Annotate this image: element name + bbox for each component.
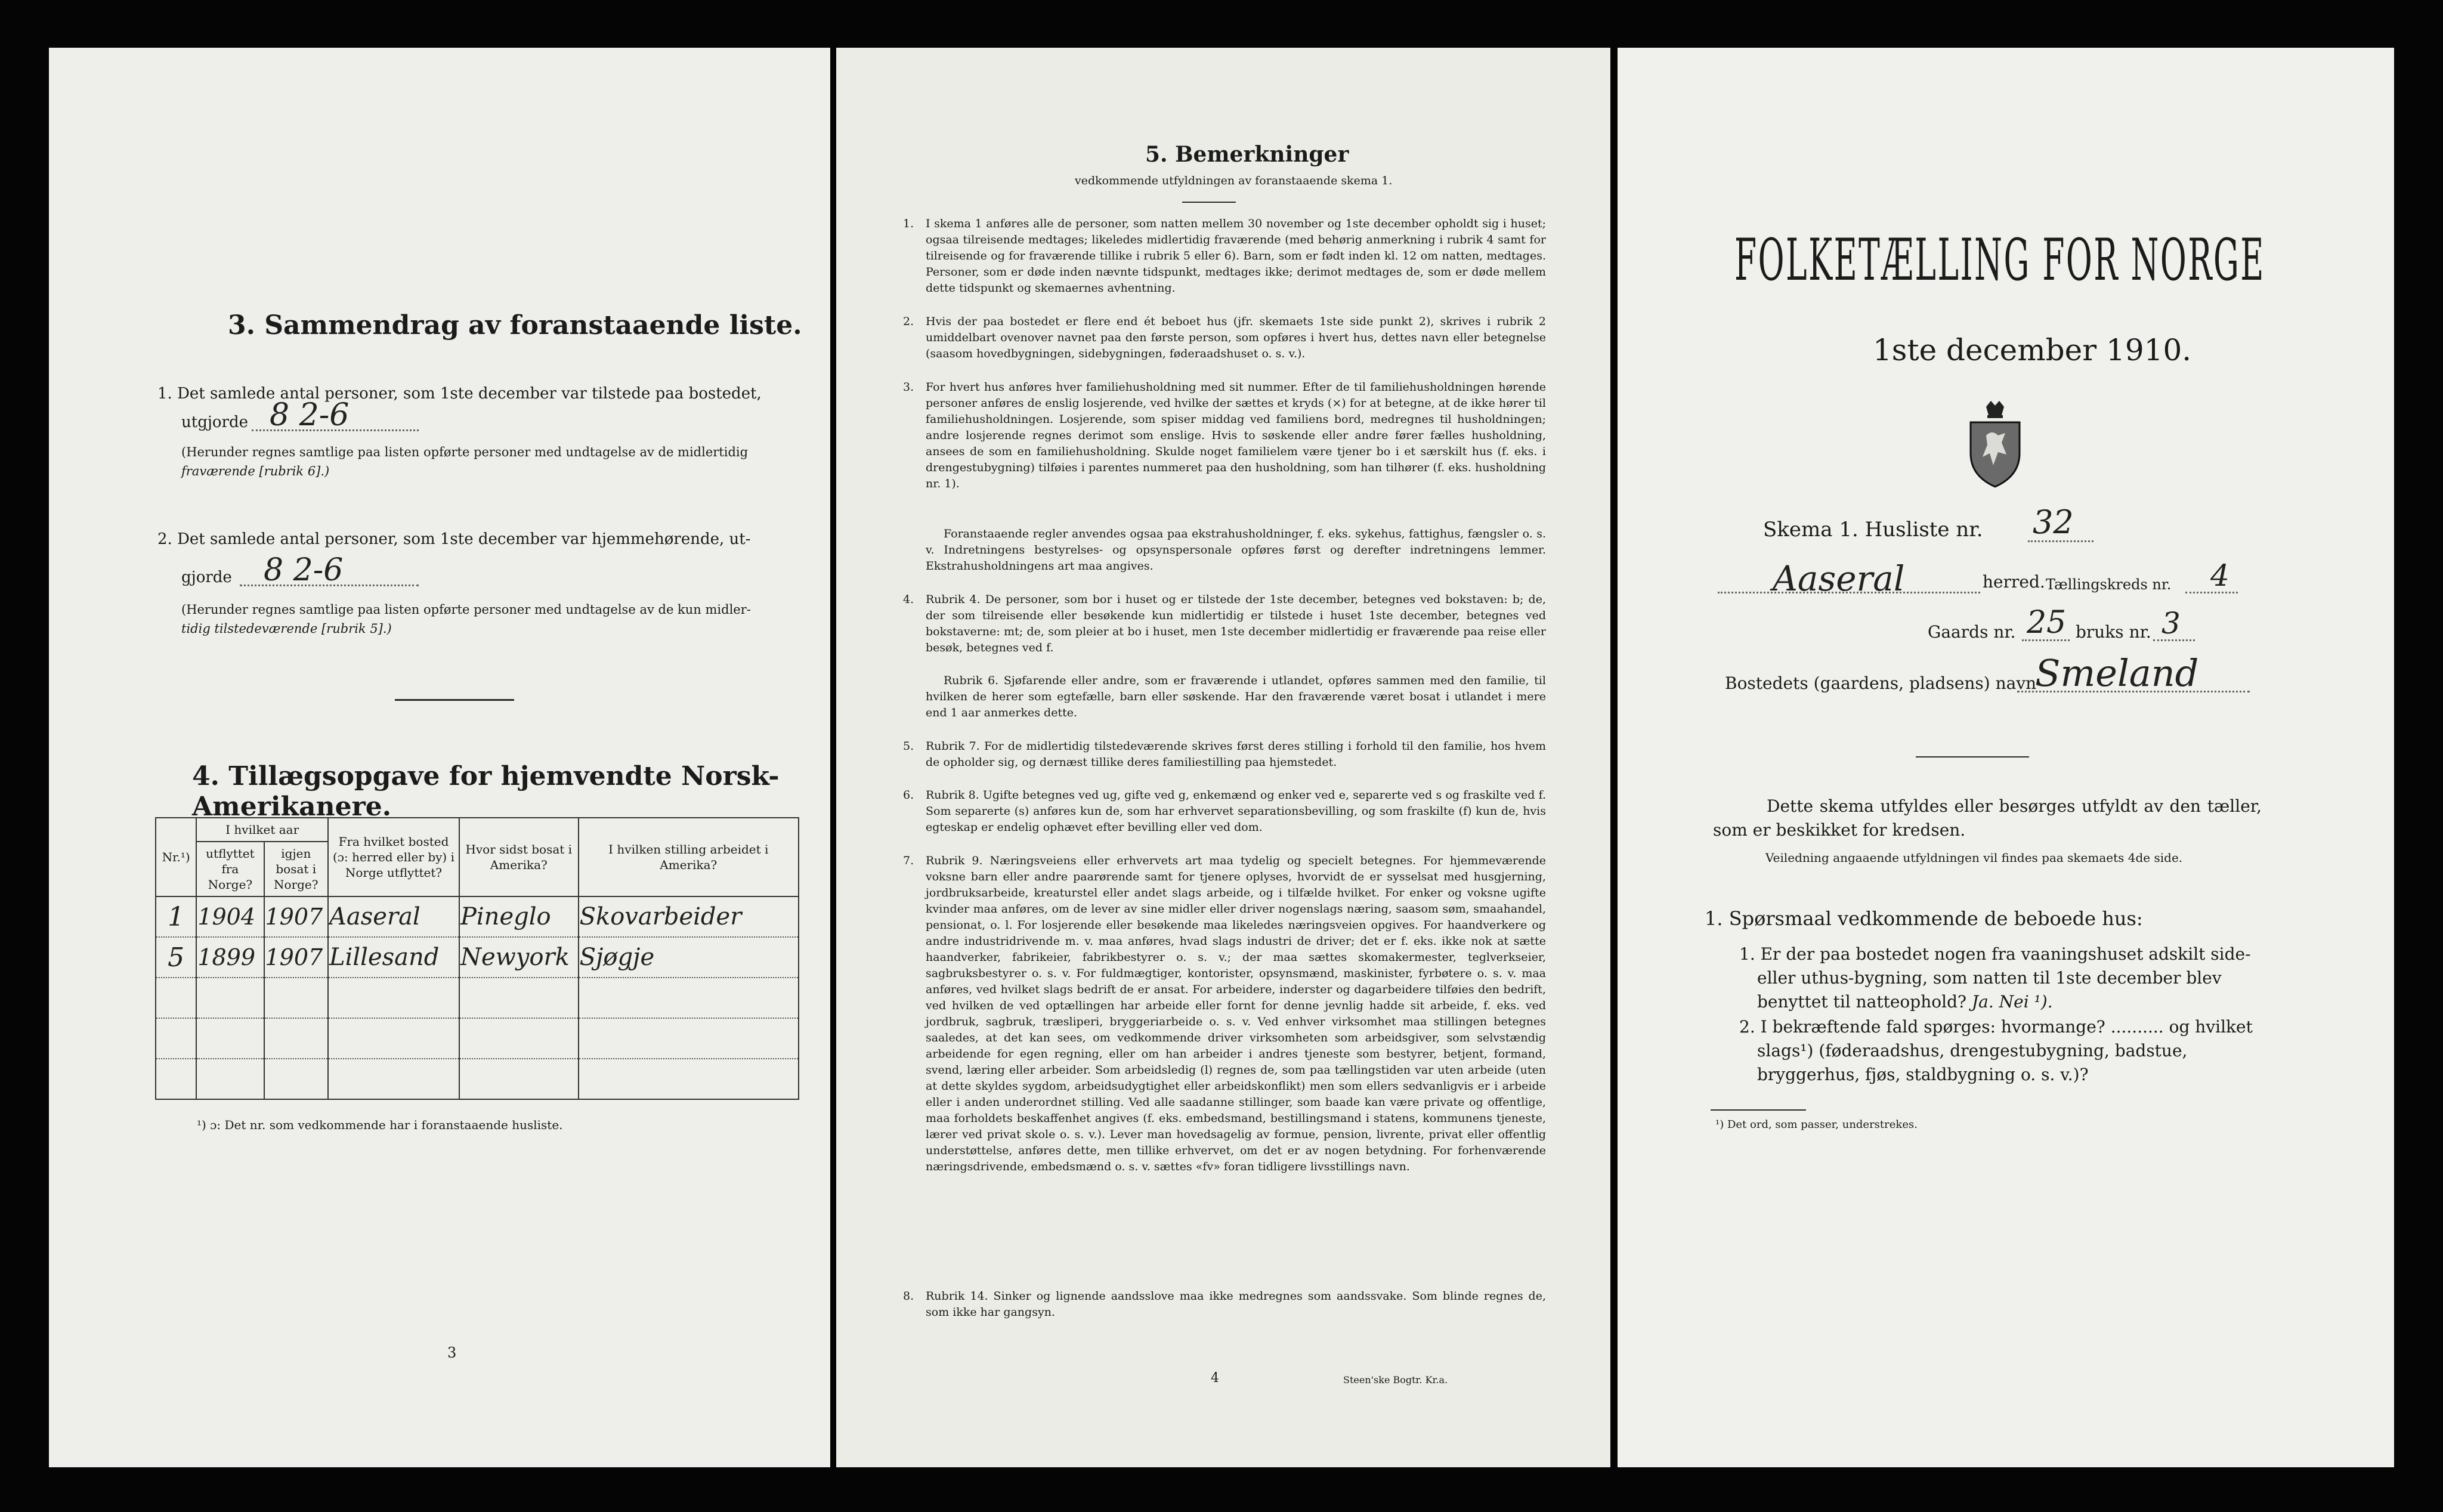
remark-3 <box>903 379 1546 492</box>
page-number: 4 <box>1211 1371 1219 1386</box>
husliste-number[interactable]: 32 <box>2033 503 2074 541</box>
cell-nr[interactable] <box>156 1059 196 1099</box>
cell-emigrated[interactable]: 1904 <box>196 896 264 937</box>
remark-7 <box>903 853 1546 1175</box>
bosted-value[interactable]: Smeland <box>2035 651 2199 695</box>
table-row <box>156 1018 799 1059</box>
remark-1 <box>903 216 1546 296</box>
cell-emigrated[interactable] <box>196 978 264 1018</box>
cell-returned[interactable] <box>264 978 329 1018</box>
col-emigrated: utflyttet fra Norge? <box>196 842 264 896</box>
remark-text: Rubrik 6. Sjøfarende eller andre, som er fraværende i utlandet, opføres sammen med den familie, til hvilken de herer som egtefælle, barn eller søskende. Har den fraværende været bosat i utlandet i mere end 1 aar anmerkes dette. <box>926 674 1546 719</box>
question-2: 2. I bekræftende fald spørges: hvormange? .......... og hvilket slags¹) (føderaadshus, drengestubygning, badstue, bryggerhus, fjøs, staldbygning o. s. v.)? <box>1739 1017 2253 1084</box>
table-row <box>156 896 799 937</box>
herred-label: herred. <box>1983 572 2045 592</box>
cell-position[interactable] <box>579 1059 799 1099</box>
cell-nr[interactable] <box>156 1018 196 1059</box>
schema-label: Skema 1. Husliste nr. <box>1763 518 1983 542</box>
item-1-note-2: fraværende [rubrik 6].) <box>181 464 330 478</box>
remark-number: 5. <box>903 740 914 753</box>
question-1-text: 1. Er der paa bostedet nogen fra vaaningshuset adskilt side- eller uthus-bygning, som natten til 1ste december blev benyttet til natteophold? <box>1739 944 2251 1012</box>
cell-position[interactable]: Skovarbeider <box>579 896 799 937</box>
remark-text: Rubrik 9. Næringsveiens eller erhvervets art maa tydelig og specielt betegnes. For hjemmeværende voksne barn eller andre paarørende samt for tjenere oplyses, hvorvidt de er sysselsat med husgjerning, jordbruksarbeide, kreaturstel eller andet slags arbeide, og i tilfælde hvilket. For enker og voksne ugifte kvinder maa anføres, om de lever av sine midler eller driver nogenslags næring, saasom søm, smaahandel, pensionat, o. l. For losjerende eller besøkende maa likeledes næringsveien opgives. For haandverkere og andre industridrivende m. v. maa anføres, hvad slags industri de driver; det er f. eks. ikke nok at sætte haandverker, fabrikeier, fabrikbestyrer o. s. v.; der maa sættes skomakermester, teglverkseier, sagbruksbestyrer o. s. v. For fuldmægtiger, kontorister, opsynsmænd, maskinister, fyrbøtere o. s. v. maa anføres, ved hvilket slags bedrift de er ansat. For arbeidere, inderster og dagarbeidere tilføies den bedrift, ved hvilken de ved optællingen har arbeide eller fornt for denne jevnlig hadde sit arbeide, f. eks. ved jordbruk, sagbruk, træsliperi, bryggeriarbeide o. s. v. Ved enhver virksomhet maa stillingen betegnes saaledes, at det kan sees, om vedkommende driver virksomheten som arbeidsgiver, som selvstændig arbeidende for egen regning, eller om han arbeider i andres tjeneste som bestyrer, betjent, formand, svend, læring eller arbeider. Som arbeidsledig (l) regnes de, som paa tællingstiden var uten arbeide (uten at dette skyldes sygdom, arbeidsudygtighet eller arbeidskonflikt) men som ellers sedvanligvis er i arbeide eller i anden underordnet stilling. Ved alle saadanne stillinger, som baade kan være private og offentlige, maa forholdets beskaffenhet angives (f. eks. embedsmand, bestillingsmand i statens, kommunens tjeneste, lærer ved privat skole o. s. v.). Lever man hovedsagelig av formue, pension, livrente, privat eller offentlig understøttelse, anføres dette, men tillike erhvervet, om det er av nogen betydning. For forhenværende næringsdrivende, embedsmænd o. s. v. sættes «fv» foran tidligere livsstillings navn. <box>926 854 1546 1173</box>
bruks-number[interactable]: 3 <box>2161 606 2181 641</box>
table-footnote: ¹) ɔ: Det nr. som vedkommende har i foranstaaende husliste. <box>197 1118 563 1132</box>
item-1-note: (Herunder regnes samtlige paa listen opførte personer med undtagelse av de midlertidig <box>181 445 749 459</box>
question-1-answer[interactable]: Ja. Nei ¹). <box>1971 992 2053 1012</box>
item-2-prefix: gjorde <box>181 568 232 586</box>
remark-number: 6. <box>903 789 914 802</box>
remark-8 <box>903 1288 1546 1321</box>
remark-number: 2. <box>903 315 914 328</box>
cell-position[interactable] <box>579 978 799 1018</box>
cell-nr[interactable]: 5 <box>156 937 196 978</box>
census-date: 1ste december 1910. <box>1873 333 2192 367</box>
item-2-note-2: tidig tilstedeværende [rubrik 5].) <box>181 622 392 636</box>
remark-number: 3. <box>903 381 914 394</box>
section-4-title: 4. Tillægsopgave for hjemvendte Norsk-Amerikanere. <box>192 761 780 822</box>
page-4-remarks <box>836 48 1610 1467</box>
remarks-title: 5. Bemerkninger <box>1145 142 1349 167</box>
remark-4b <box>926 673 1546 721</box>
cell-returned[interactable]: 1907 <box>264 896 329 937</box>
cell-nr[interactable]: 1 <box>156 896 196 937</box>
table-row <box>156 978 799 1018</box>
norsk-amerikanere-table <box>155 817 799 1100</box>
cover-page <box>1618 48 2394 1467</box>
divider <box>1711 1109 1806 1111</box>
summary-item-1: 1. Det samlede antal personer, som 1ste december var tilstede paa bostedet, <box>157 385 762 403</box>
cell-nr[interactable] <box>156 978 196 1018</box>
cover-footnote: ¹) Det ord, som passer, understrekes. <box>1715 1118 1918 1131</box>
cell-emigrated[interactable] <box>196 1059 264 1099</box>
herred-value[interactable]: Aaseral <box>1773 558 1905 599</box>
coat-of-arms-icon <box>1962 400 2028 491</box>
question-heading: 1. Spørsmaal vedkommende de beboede hus: <box>1705 907 2143 930</box>
cell-returned[interactable] <box>264 1059 329 1099</box>
remark-text: Rubrik 8. Ugifte betegnes ved ug, gifte ved g, enkemænd og enker ved e, separerte ved s og fraskilte ved f. Som separerte (s) anføres kun de, som har erhvervet separationsbevilling, og som fraskilte (f) kun de, hvis egteskap er endelig ophævet efter bevilling eller ved dom. <box>926 789 1546 834</box>
instruction-note: Veiledning angaaende utfyldningen vil findes paa skemaets 4de side. <box>1765 851 2183 865</box>
cell-last-residence[interactable]: Pineglo <box>459 896 579 937</box>
table-row <box>156 937 799 978</box>
col-returned: igjen bosat i Norge? <box>264 842 329 896</box>
remark-number: 8. <box>903 1290 914 1303</box>
cell-from-place[interactable] <box>328 978 459 1018</box>
item-2-note: (Herunder regnes samtlige paa listen opførte personer med undtagelse av de kun midler- <box>181 602 751 617</box>
remark-text: Rubrik 7. For de midlertidig tilstedeværende skrives først deres stilling i forhold til den familie, hos hvem de opholder sig, og dernæst tillike deres familiestilling paa hjemstedet. <box>926 740 1546 769</box>
item-1-value[interactable]: 8 2-6 <box>270 397 350 433</box>
col-last-residence: Hvor sidst bosat i Amerika? <box>459 818 579 896</box>
printer-mark: Steen'ske Bogtr. Kr.a. <box>1343 1374 1448 1386</box>
cell-position[interactable] <box>579 1018 799 1059</box>
divider <box>395 699 514 701</box>
remark-text: Foranstaaende regler anvendes ogsaa paa ekstrahusholdninger, f. eks. sykehus, fattighus, fængsler o. s. v. Indretningens bestyrelses- og opsynspersonale opføres først og derefter indretningens lemmer. Ekstrahusholdningens art maa angives. <box>926 527 1546 573</box>
remark-text: Hvis der paa bostedet er flere end ét beboet hus (jfr. skemaets 1ste side punkt 2), skrives i rubrik 2 umiddelbart ovenover navnet paa den første person, som opføres i hvert hus, dettes navn eller betegnelse (saasom hovedbygningen, sidebygningen, føderaadshuset o. s. v.). <box>926 315 1546 360</box>
cell-from-place[interactable]: Aaseral <box>328 896 459 937</box>
remark-number: 7. <box>903 854 914 867</box>
gaards-label: Gaards nr. <box>1928 622 2016 642</box>
kreds-number[interactable]: 4 <box>2210 558 2229 593</box>
remark-3b <box>926 526 1546 574</box>
kreds-label: Tællingskreds nr. <box>2046 576 2172 593</box>
instruction-text: Dette skema utfyldes eller besørges utfyldt av den tæller, som er beskikket for kredsen. <box>1713 796 2262 840</box>
remark-5 <box>903 738 1546 771</box>
cell-last-residence[interactable]: Newyork <box>459 937 579 978</box>
col-year-group: I hvilket aar <box>196 818 328 842</box>
cell-position[interactable]: Sjøgje <box>579 937 799 978</box>
cell-last-residence[interactable] <box>459 978 579 1018</box>
bruks-label: bruks nr. <box>2076 622 2151 642</box>
item-2-value[interactable]: 8 2-6 <box>264 552 344 588</box>
col-position: I hvilken stilling arbeidet i Amerika? <box>579 818 799 896</box>
census-title: FOLKETÆLLING FOR NORGE <box>1734 227 2265 293</box>
remark-text: Rubrik 4. De personer, som bor i huset og er tilstede der 1ste december, betegnes ved bokstaven: b; de, der som tilreisende eller besøkende kun midlertidig er tilstede i huset 1ste december, betegnes ved bokstaverne: mt; de, som pleier at bo i huset, men 1ste december midlertidig er fraværende paa reise eller besøk, betegnes ved f. <box>926 593 1546 654</box>
remark-text: I skema 1 anføres alle de personer, som natten mellem 30 november og 1ste december opholdt sig i huset; ogsaa tilreisende medtages; likeledes midlertidig fraværende (med behørig anmerkning i rubrik 4 samt for tilreisende og for fraværende tillike i rubrik 5 eller 6). Barn, som er født inden kl. 12 om natten, medtages. Personer, som er døde inden nævnte tidspunkt, medtages ikke; derimot medtages de, som er døde mellem dette tidspunkt og skemaernes avhentning. <box>926 217 1546 295</box>
cell-emigrated[interactable] <box>196 1018 264 1059</box>
divider <box>1916 756 2029 757</box>
question-1 <box>1739 942 2276 1014</box>
table-row <box>156 1059 799 1099</box>
gaards-number[interactable]: 25 <box>2027 605 2067 641</box>
page-3-summary <box>49 48 830 1467</box>
cell-emigrated[interactable]: 1899 <box>196 937 264 978</box>
divider <box>1182 202 1236 203</box>
remark-6 <box>903 787 1546 836</box>
cell-from-place[interactable]: Lillesand <box>328 937 459 978</box>
item-1-prefix: utgjorde <box>181 413 249 431</box>
remark-text: Rubrik 14. Sinker og lignende aandsslove maa ikke medregnes som aandssvake. Som blinde regnes de, som ikke har gangsyn. <box>926 1290 1546 1319</box>
bosted-label: Bostedets (gaardens, pladsens) navn <box>1725 673 2037 693</box>
remark-2 <box>903 314 1546 362</box>
cell-last-residence[interactable] <box>459 1018 579 1059</box>
col-nr: Nr.¹) <box>156 818 196 896</box>
section-3-title: 3. Sammendrag av foranstaaende liste. <box>228 310 802 341</box>
remark-4 <box>903 592 1546 656</box>
remark-number: 4. <box>903 593 914 606</box>
cell-last-residence[interactable] <box>459 1059 579 1099</box>
cell-from-place[interactable] <box>328 1059 459 1099</box>
remark-number: 1. <box>903 217 914 230</box>
col-from-place: Fra hvilket bosted (ɔ: herred eller by) i Norge utflyttet? <box>328 818 459 896</box>
remarks-subtitle: vedkommende utfyldningen av foranstaaende skema 1. <box>1075 174 1393 187</box>
cell-returned[interactable] <box>264 1018 329 1059</box>
cell-returned[interactable]: 1907 <box>264 937 329 978</box>
remark-text: For hvert hus anføres hver familiehusholdning med sit nummer. Efter de til familiehusholdningen hørende personer anføres de enslig losjerende, ved hvilke der sættes et kryds (×) for at betegne, at de ikke hører til familiehusholdningen. Losjerende, som spiser middag ved familiens bord, medregnes til husholdningen; andre losjerende regnes derimot som enslige. Hvis to søskende eller andre fører fælles husholdning, ansees de som en familiehusholdning. Skulde noget familielem være tjener bo i et særskilt hus (f. eks. i drengestubygning) tilføies i parentes nummeret paa den husholdning, som han tilhører (f. eks. husholdning nr. 1). <box>926 381 1546 490</box>
page-number: 3 <box>447 1344 457 1361</box>
summary-item-2: 2. Det samlede antal personer, som 1ste december var hjemmehørende, ut- <box>157 530 751 548</box>
cell-from-place[interactable] <box>328 1018 459 1059</box>
